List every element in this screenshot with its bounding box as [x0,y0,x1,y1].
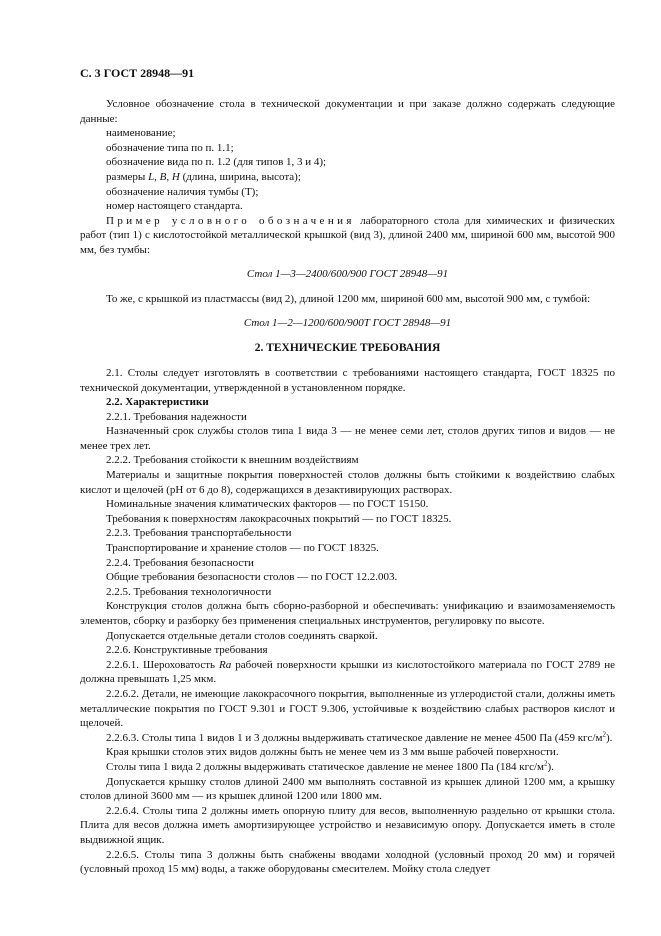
subsection-heading: 2.2.1. Требования надежности [106,410,247,423]
paragraph: Требования к поверхностям лакокрасочных покрытий — по ГОСТ 18325. [106,512,452,525]
paragraph [80,214,615,258]
variables: L, B, H [148,170,180,183]
subsection-heading: 2.2.5. Требования технологичности [106,585,272,598]
text: 2.2.6.1. Шероховатость [106,658,220,671]
paragraph: Края крышки столов этих видов должны быть не менее чем из 3 мм выше рабочей поверхности. [106,746,559,759]
text: ). [547,760,554,773]
text: Столы типа 1 вида 2 должны выдерживать статическое давление не менее 1800 Па (184 кгс/м [106,760,545,773]
paragraph: Допускается отдельные детали столов соединять сваркой. [106,629,378,642]
text: (длина, ширина, высота); [179,170,301,183]
list-item: обозначение наличия тумбы (Т); [106,185,259,198]
paragraph [80,658,615,687]
subsection-heading: 2.2.6. Конструктивные требования [106,644,268,657]
text: ). [605,731,613,744]
text: лабораторного стола для химических и физических работ (тип 1) с кислотостойкой металлической крышкой (вид 3), длиной 2400 мм, шириной 600 мм, высотой 900 мм, без тумбы: [80,214,615,256]
subsection-heading: 2.2.3. Требования транспортабельности [106,527,292,540]
text: 2.2.6.3. Столы типа 1 видов 1 и 3 должны выдерживать статическое давление не менее 4500 Па (459 кгс/м [106,731,603,744]
paragraph: Транспортирование и хранение столов — по ГОСТ 18325. [106,542,379,555]
paragraph: Условное обозначение стола в технической документации и при заказе должно содержать следующие данные: [80,98,615,125]
list-item: номер настоящего стандарта. [106,200,243,213]
list-item: обозначение вида по п. 1.2 (для типов 1, 3 и 4); [106,156,327,169]
subsection-heading: 2.2.4. Требования безопасности [106,556,254,569]
page-header: С. 3 ГОСТ 28948—91 [80,66,195,80]
list-item: обозначение типа по п. 1.1; [106,141,234,154]
paragraph: 2.2.6.2. Детали, не имеющие лакокрасочного покрытия, выполненные из углеродистой стали, должны иметь металлические покрытия по ГОСТ 9.301 и ГОСТ 9.306, устойчивые к воздействию слабых растворов кислот и щелочей. [80,687,615,730]
paragraph: Допускается крышку столов длиной 2400 мм выполнять составной из крышек длиной 1200 мм, а крышку столов длиной 3600 мм — из крышек длиной 1200 или 1800 мм. [80,775,615,803]
paragraph: Конструкция столов должна быть сборно-разборной и обеспечивать: унификацию и взаимозаменяемость элементов, сборку и разборку без применения специальных инструментов, регулировку по высоте. [80,600,615,627]
paragraph [80,760,615,775]
spaced-text: Пример условного обозначения [106,214,355,227]
paragraph: 2.2.6.4. Столы типа 2 должны иметь опорную плиту для весов, выполненную раздельно от крышки стола. Плита для весов должна иметь амортизирующее устройство и независимую опору. Допускается иметь в столе выдвижной ящик. [80,804,615,846]
superscript: 2 [544,759,548,768]
variable: Ra [219,658,232,671]
paragraph: 2.2.6.5. Столы типа 3 должны быть снабжены вводами холодной (условный проход 20 мм) и горячей (условный проход 15 мм) воды, а также оборудованы смесителем. Мойку стола следует [80,848,615,876]
designation-example: Стол 1—3—2400/600/900 ГОСТ 28948—91 [246,267,449,280]
paragraph: Общие требования безопасности столов — по ГОСТ 12.2.003. [106,571,398,584]
paragraph: 2.1. Столы следует изготовлять в соответствии с требованиями настоящего стандарта, ГОСТ 18325 по технической документации, утвержденной в установленном порядке. [80,366,615,394]
paragraph [80,731,615,746]
designation-example: Стол 1—2—1200/600/900Т ГОСТ 28948—91 [243,316,452,329]
list-item [80,170,615,185]
subsection-heading: 2.2.2. Требования стойкости к внешним воздействиям [106,454,359,467]
paragraph: Номинальные значения климатических факторов — по ГОСТ 15150. [106,498,429,511]
paragraph: Назначенный срок службы столов типа 1 вида 3 — не менее семи лет, столов других типов и видов — не менее трех лет. [80,425,615,452]
paragraph: То же, с крышкой из пластмассы (вид 2), длиной 1200 мм, шириной 600 мм, высотой 900 мм, с тумбой: [106,293,591,306]
list-item: наименование; [106,127,176,140]
subsection-heading: 2.2. Характеристики [106,396,209,409]
paragraph: Материалы и защитные покрытия поверхностей столов должны быть стойкими к воздействию слабых кислот и щелочей (pH от 6 до 8), содержащихся в дезактивирующих растворах. [80,469,615,496]
text: рабочей поверхности крышки из кислотостойкого материала по ГОСТ 2789 не должна превышать 1,25 мкм. [80,658,616,686]
superscript: 2 [602,730,606,739]
document-body [80,97,615,877]
section-title: 2. ТЕХНИЧЕСКИЕ ТРЕБОВАНИЯ [254,342,441,355]
text: размеры [106,170,149,183]
